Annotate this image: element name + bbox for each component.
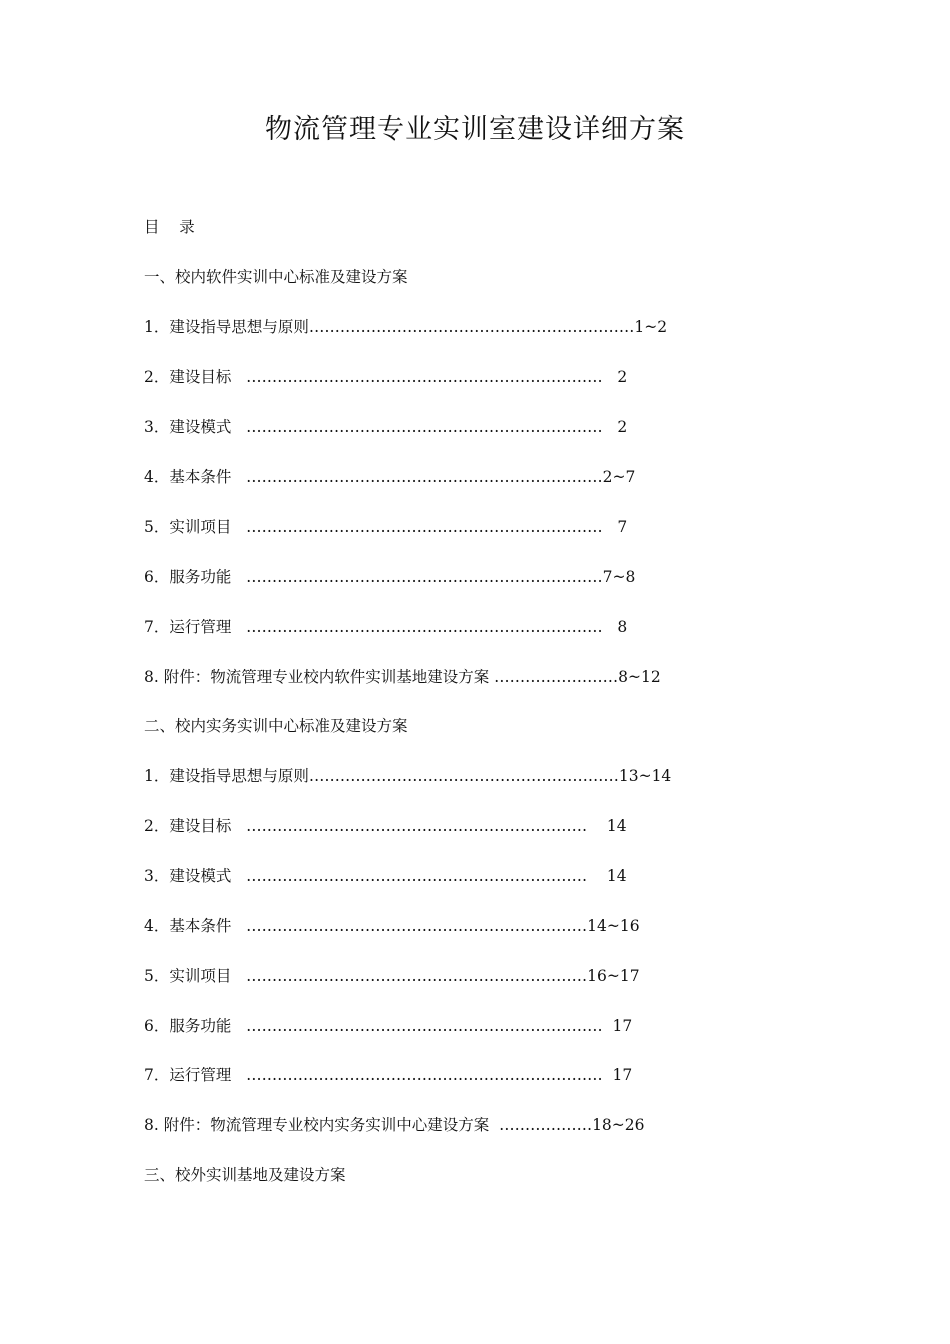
document-title: 物流管理专业实训室建设详细方案: [265, 114, 685, 145]
toc-entry: 8. 附件：物流管理专业校内软件实训基地建设方案 ……………………8~12: [144, 668, 661, 686]
section-heading-2: 二、校内实务实训中心标准及建设方案: [144, 717, 408, 735]
toc-entry: 4．基本条件 ……………………………………………………………2~7: [144, 468, 636, 486]
toc-entry: 3．建设模式 ………………………………………………………… 14: [144, 867, 627, 885]
toc-entry: 8. 附件：物流管理专业校内实务实训中心建设方案 ………………18~26: [144, 1116, 645, 1134]
toc-entry: 2．建设目标 …………………………………………………………… 2: [144, 368, 628, 386]
toc-entry: 4．基本条件 …………………………………………………………14~16: [144, 917, 640, 935]
toc-heading: 目 录: [144, 218, 195, 236]
toc-entry: 1．建设指导思想与原则………………………………………………………1~2: [144, 318, 668, 336]
toc-entry: 7．运行管理 …………………………………………………………… 8: [144, 618, 628, 636]
toc-entry: 5．实训项目 …………………………………………………………16~17: [144, 967, 640, 985]
section-heading-1: 一、校内软件实训中心标准及建设方案: [144, 268, 408, 286]
toc-entry: 6．服务功能 ……………………………………………………………7~8: [144, 568, 636, 586]
section-heading-3: 三、校外实训基地及建设方案: [144, 1166, 346, 1184]
toc-entry: 3．建设模式 …………………………………………………………… 2: [144, 418, 628, 436]
toc-entry: 7．运行管理 …………………………………………………………… 17: [144, 1066, 633, 1084]
toc-entry: 6．服务功能 …………………………………………………………… 17: [144, 1017, 633, 1035]
toc-entry: 1．建设指导思想与原则……………………………………………………13~14: [144, 767, 672, 785]
toc-entry: 2．建设目标 ………………………………………………………… 14: [144, 817, 627, 835]
toc-entry: 5．实训项目 …………………………………………………………… 7: [144, 518, 628, 536]
